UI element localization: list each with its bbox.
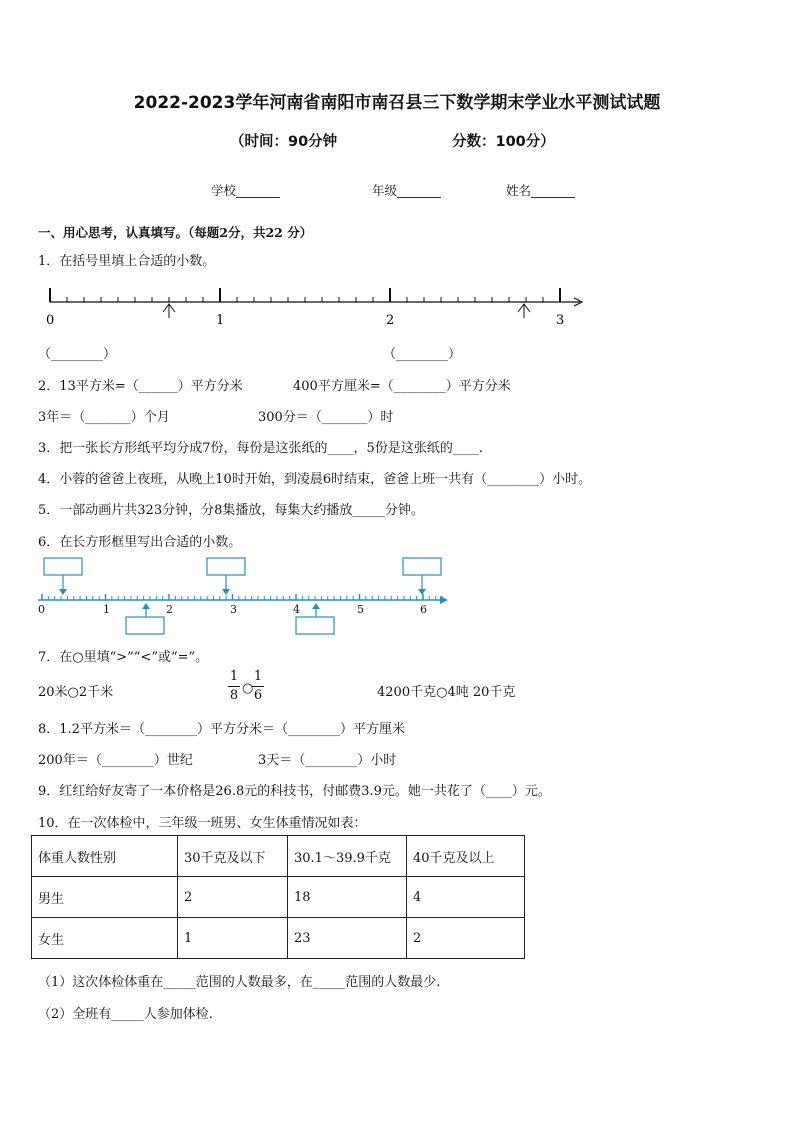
tick-label-1: 1 [216,313,225,328]
tick-label-0: 0 [46,313,55,328]
compare-circle[interactable]: ○ [242,681,254,696]
tick-label-4: 4 [293,603,300,616]
question-9-text: 9．红红给好友寄了一本价格是26.8元的科技书，付邮费3.9元。她一共花了（____）元。 [38,784,551,799]
table-header-cell: 30.1～39.9千克 [288,836,407,877]
weight-table [31,835,525,959]
tick-label-6: 6 [420,603,427,616]
tick-label-2: 2 [386,313,395,328]
school-field: 学校_______ [211,183,280,198]
question-7-item-3: 4200千克○4吨 20千克 [377,685,516,700]
tick-label-2: 2 [166,603,173,616]
tick-label-5: 5 [357,603,364,616]
question-2-part-a: 2．13平方米=（______）平方分米 [38,379,243,394]
answer-box [403,558,441,575]
answer-box [126,617,164,634]
grade-field: 年级_______ [372,183,441,198]
question-4-text: 4．小蓉的爸爸上夜班，从晚上10时开始，到凌晨6时结束，爸爸上班一共有（________）小时。 [38,472,592,487]
tick-label-0: 0 [38,603,45,616]
question-1-text: 1．在括号里填上合适的小数。 [38,254,216,269]
table-row [32,918,525,959]
question-5-text: 5．一部动画片共323分钟，分8集播放，每集大约播放_____分钟。 [38,503,424,518]
table-cell: 23 [288,918,407,959]
question-3-text: 3．把一张长方形纸平均分成7份，每份是这张纸的____，5份是这张纸的____. [38,441,483,456]
question-7-text: 7．在○里填“>”“<”或“=”。 [38,650,209,665]
question-2-part-c: 3年＝（_______）个月 [38,410,170,425]
section-heading: 一、用心思考，认真填写。（每题2分，共22 分） [38,225,313,240]
table-cell: 2 [178,877,288,918]
table-row [32,877,525,918]
score-label: 分数：100分） [452,134,555,150]
answer-box [296,617,334,634]
table-header-cell: 40千克及以上 [407,836,525,877]
answer-box [44,558,82,575]
tick-label-3: 3 [230,603,237,616]
question-2-part-b: 400平方厘米=（________）平方分米 [293,379,511,394]
answer-blank-left[interactable]: （________） [38,347,117,362]
question-10-sub-2: （2）全班有_____人参加体检. [38,1007,213,1022]
question-6-text: 6．在长方形框里写出合适的小数。 [38,535,242,550]
number-line-1 [36,280,596,328]
table-cell: 男生 [32,877,178,918]
page-title: 2022-2023学年河南省南阳市南召县三下数学期末学业水平测试试题 [133,93,661,113]
question-7-item-1: 20米○2千米 [38,685,114,700]
name-field: 姓名_______ [506,183,575,198]
table-header-cell: 体重人数性别 [32,836,178,877]
time-label: （时间：90分钟 [230,134,338,150]
question-10-sub-1: （1）这次体检体重在_____范围的人数最多，在_____范围的人数最少. [38,975,441,990]
table-header-row [32,836,525,877]
answer-box [207,558,245,575]
question-8-part-a: 200年＝（________）世纪 [38,753,193,768]
fraction-one-eighth: 1 8 [229,669,239,703]
number-line-6 [30,555,460,637]
tick-label-3: 3 [556,313,565,328]
question-10-text: 10．在一次体检中，三年级一班男、女生体重情况如表： [38,816,367,831]
tick-label-1: 1 [103,603,110,616]
table-cell: 4 [407,877,525,918]
question-2-part-d: 300分＝（_______）时 [258,410,394,425]
question-8-line-1: 8．1.2平方米＝（________）平方分米＝（________）平方厘米 [38,722,405,737]
table-header-cell: 30千克及以下 [178,836,288,877]
table-cell: 1 [178,918,288,959]
answer-blank-right[interactable]: （________） [383,347,462,362]
table-cell: 18 [288,877,407,918]
table-cell: 女生 [32,918,178,959]
fraction-one-sixth: 1 6 [253,669,263,703]
question-8-part-b: 3天＝（________）小时 [258,753,397,768]
table-cell: 2 [407,918,525,959]
